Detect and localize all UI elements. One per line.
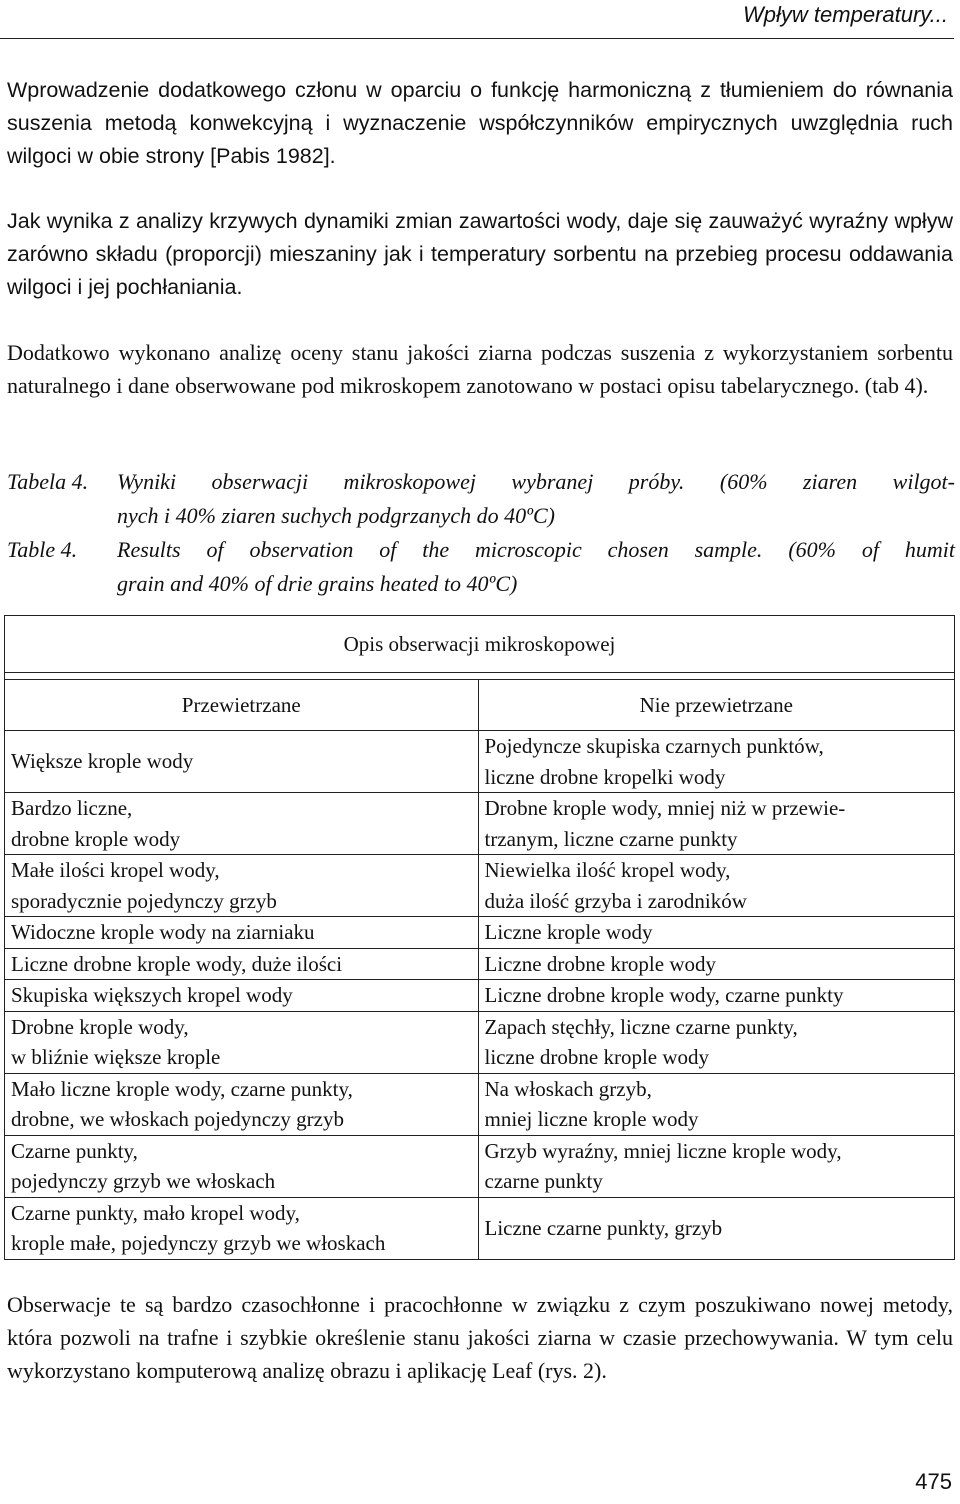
cell-not-aerated — [478, 1011, 955, 1073]
cell-line: w bliźnie większe krople — [11, 1045, 221, 1069]
cell-not-aerated — [478, 731, 955, 793]
paragraph-1: Wprowadzenie dodatkowego członu w oparciu o funkcję harmoniczną z tłumieniem do równania suszenia metodą konwekcyjną i wyznaczenie współczynników empirycznych uwzględnia ruch wilgoci w obie strony [Pabis 1982]. — [7, 78, 953, 168]
caption-line-1: Results of observation of the microscopic chosen sample. (60% of humit — [117, 537, 955, 562]
running-header — [0, 0, 954, 39]
cell-line: Mało liczne krople wody, czarne punkty, — [11, 1076, 353, 1101]
table-row — [5, 1197, 955, 1259]
cell-line: Na włoskach grzyb, — [484, 1076, 652, 1101]
paragraph-2: Jak wynika z analizy krzywych dynamiki zmian zawartości wody, daje się zauważyć wyraźny wpływ zarówno składu (proporcji) mieszaniny jak i temperatury sorbentu na przebieg procesu oddawania wilgoci i jej pochłaniania. — [7, 209, 953, 299]
cell-not-aerated — [478, 948, 955, 980]
table-caption-english — [7, 533, 955, 601]
cell-line: Liczne drobne krople wody, duże ilości — [11, 951, 343, 976]
cell-line: drobne krople wody — [11, 826, 181, 851]
cell-aerated — [5, 948, 479, 980]
observation-table — [4, 615, 955, 1260]
cell-line: Bardzo liczne, — [11, 796, 133, 820]
cell-line: Liczne drobne krople wody, czarne punkty — [484, 983, 844, 1007]
cell-line: Widoczne krople wody na ziarniaku — [11, 920, 315, 944]
cell-aerated — [5, 917, 479, 949]
cell-line: drobne, we włoskach pojedynczy grzyb — [11, 1107, 344, 1131]
cell-line: Drobne krople wody, — [11, 1014, 189, 1039]
cell-aerated — [5, 1073, 479, 1135]
paragraph-3: Dodatkowo wykonano analizę oceny stanu jakości ziarna podczas suszenia z wykorzystaniem sorbentu naturalnego i dane obserwowane pod mikroskopem zanotowano w postaci opisu tabelarycznego. (tab 4). — [7, 340, 953, 398]
column-header-aerated: Przewietrzane — [5, 680, 479, 731]
cell-line: Czarne punkty, — [11, 1138, 138, 1163]
cell-line: liczne drobne krople wody — [484, 1045, 710, 1069]
cell-aerated — [5, 1011, 479, 1073]
paragraph-4: Obserwacje te są bardzo czasochłonne i pracochłonne w związku z czym poszukiwano nowej metody, która pozwoli na trafne i szybkie określenie stanu jakości ziarna w czasie przechowywania. W tym celu wykorzystano komputerową analizę obrazu i aplikację Leaf (rys. 2). — [7, 1292, 953, 1383]
cell-aerated — [5, 793, 479, 855]
table-row — [5, 980, 955, 1012]
cell-line: sporadycznie pojedynczy grzyb — [11, 888, 277, 913]
cell-aerated — [5, 1135, 479, 1197]
caption-line-2: nych i 40% ziaren suchych podgrzanych do 40ºC) — [117, 503, 555, 528]
caption-line-2: grain and 40% of drie grains heated to 40ºC) — [117, 571, 518, 596]
column-header-not-aerated: Nie przewietrzane — [478, 680, 955, 731]
cell-line: pojedynczy grzyb we włoskach — [11, 1169, 276, 1193]
cell-line: Grzyb wyraźny, mniej liczne krople wody, — [484, 1138, 842, 1163]
cell-line: duża ilość grzyba i zarodników — [484, 888, 747, 913]
cell-line: trzanym, liczne czarne punkty — [484, 826, 738, 851]
cell-line: Liczne czarne punkty, grzyb — [484, 1215, 723, 1240]
table-row — [5, 1011, 955, 1073]
cell-line: Liczne krople wody — [484, 920, 653, 944]
table-caption-polish — [7, 465, 955, 533]
cell-not-aerated — [478, 1197, 955, 1259]
cell-not-aerated — [478, 1073, 955, 1135]
cell-line: Czarne punkty, mało kropel wody, — [11, 1200, 300, 1225]
table-row — [5, 917, 955, 949]
table-row — [5, 1073, 955, 1135]
table-row — [5, 855, 955, 917]
table-row — [5, 948, 955, 980]
page-number: 475 — [915, 1469, 952, 1494]
cell-line: mniej liczne krople wody — [484, 1107, 699, 1131]
table-body — [5, 731, 955, 1260]
cell-aerated — [5, 855, 479, 917]
running-title: Wpływ temperatury... — [743, 2, 948, 27]
cell-line: liczne drobne kropelki wody — [484, 764, 726, 789]
table-row — [5, 731, 955, 793]
cell-line: Drobne krople wody, mniej niż w przewie- — [484, 796, 846, 820]
cell-line: krople małe, pojedynczy grzyb we włoskach — [11, 1231, 386, 1255]
table-group-header: Opis obserwacji mikroskopowej — [5, 616, 955, 673]
cell-not-aerated — [478, 917, 955, 949]
cell-not-aerated — [478, 793, 955, 855]
caption-label: Tabela 4. — [7, 469, 89, 494]
cell-not-aerated — [478, 980, 955, 1012]
cell-line: Liczne drobne krople wody — [484, 951, 717, 976]
cell-aerated — [5, 731, 479, 793]
caption-line-1: Wyniki obserwacji mikroskopowej wybranej próby. (60% ziaren wilgot- — [117, 469, 955, 494]
cell-aerated — [5, 980, 479, 1012]
cell-not-aerated — [478, 1135, 955, 1197]
table-row — [5, 793, 955, 855]
cell-line: Zapach stęchły, liczne czarne punkty, — [484, 1014, 798, 1039]
cell-line: Pojedyncze skupiska czarnych punktów, — [484, 734, 824, 758]
cell-not-aerated — [478, 855, 955, 917]
caption-label: Table 4. — [7, 537, 78, 562]
cell-line: Większe krople wody — [11, 749, 194, 774]
cell-aerated — [5, 1197, 479, 1259]
cell-line: Małe ilości kropel wody, — [11, 858, 220, 882]
cell-line: czarne punkty — [484, 1169, 603, 1193]
table-row — [5, 1135, 955, 1197]
cell-line: Skupiska większych kropel wody — [11, 983, 293, 1007]
cell-line: Niewielka ilość kropel wody, — [484, 858, 731, 882]
